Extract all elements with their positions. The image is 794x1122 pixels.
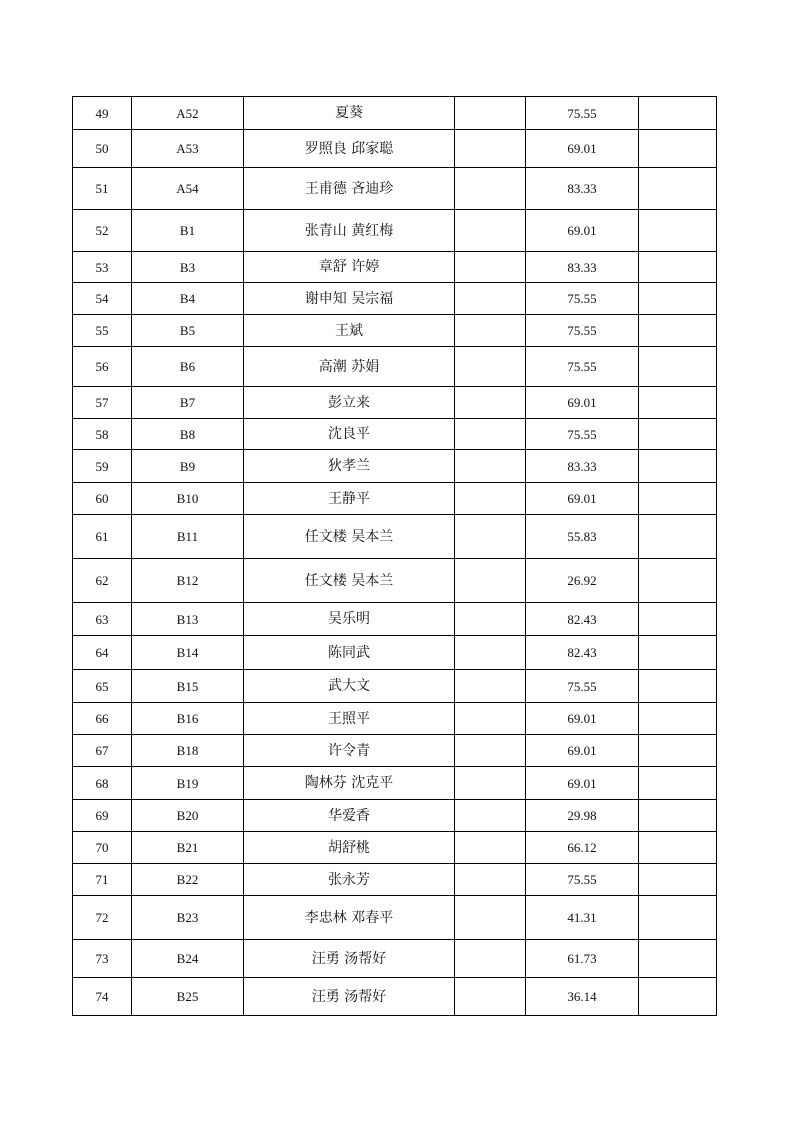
row-blank-cell xyxy=(455,603,526,636)
row-blank-cell xyxy=(455,703,526,735)
row-code-cell: B19 xyxy=(132,767,244,800)
table-row xyxy=(73,670,717,703)
row-blank-cell xyxy=(455,559,526,603)
row-remark-cell xyxy=(639,735,717,767)
row-number-cell: 54 xyxy=(73,283,132,315)
row-blank-cell xyxy=(455,832,526,864)
row-number-cell: 49 xyxy=(73,97,132,130)
row-number-cell: 59 xyxy=(73,450,132,483)
row-blank-cell xyxy=(455,210,526,252)
row-code-cell: B10 xyxy=(132,483,244,515)
row-code-cell: B20 xyxy=(132,800,244,832)
row-name-cell: 罗照良 邱家聪 xyxy=(244,130,455,168)
row-code-cell: B24 xyxy=(132,940,244,978)
row-number-cell: 53 xyxy=(73,252,132,283)
row-name-cell: 王甫德 吝迪珍 xyxy=(244,168,455,210)
table-row xyxy=(73,97,717,130)
row-number-cell: 65 xyxy=(73,670,132,703)
row-score-cell: 69.01 xyxy=(526,483,639,515)
row-number-cell: 68 xyxy=(73,767,132,800)
row-remark-cell xyxy=(639,97,717,130)
row-number-cell: 74 xyxy=(73,978,132,1016)
row-number-cell: 67 xyxy=(73,735,132,767)
row-code-cell: B23 xyxy=(132,896,244,940)
row-blank-cell xyxy=(455,670,526,703)
row-remark-cell xyxy=(639,168,717,210)
table-row xyxy=(73,735,717,767)
row-score-cell: 69.01 xyxy=(526,130,639,168)
row-name-cell: 章舒 许婷 xyxy=(244,252,455,283)
row-blank-cell xyxy=(455,483,526,515)
row-remark-cell xyxy=(639,515,717,559)
table-row xyxy=(73,515,717,559)
row-name-cell: 任文楼 吴本兰 xyxy=(244,515,455,559)
row-number-cell: 64 xyxy=(73,636,132,670)
row-code-cell: B6 xyxy=(132,347,244,387)
table-row xyxy=(73,419,717,450)
row-remark-cell xyxy=(639,559,717,603)
row-score-cell: 83.33 xyxy=(526,168,639,210)
row-score-cell: 83.33 xyxy=(526,450,639,483)
row-code-cell: B9 xyxy=(132,450,244,483)
row-number-cell: 60 xyxy=(73,483,132,515)
row-score-cell: 41.31 xyxy=(526,896,639,940)
table-row xyxy=(73,896,717,940)
row-name-cell: 汪勇 汤帮好 xyxy=(244,940,455,978)
row-code-cell: B1 xyxy=(132,210,244,252)
row-name-cell: 许令青 xyxy=(244,735,455,767)
row-score-cell: 69.01 xyxy=(526,735,639,767)
row-number-cell: 70 xyxy=(73,832,132,864)
row-remark-cell xyxy=(639,387,717,419)
row-number-cell: 50 xyxy=(73,130,132,168)
row-score-cell: 82.43 xyxy=(526,636,639,670)
row-blank-cell xyxy=(455,97,526,130)
row-score-cell: 83.33 xyxy=(526,252,639,283)
row-code-cell: B3 xyxy=(132,252,244,283)
row-blank-cell xyxy=(455,168,526,210)
row-name-cell: 吴乐明 xyxy=(244,603,455,636)
row-remark-cell xyxy=(639,978,717,1016)
row-blank-cell xyxy=(455,252,526,283)
table-row xyxy=(73,450,717,483)
row-score-cell: 75.55 xyxy=(526,97,639,130)
row-name-cell: 胡舒桃 xyxy=(244,832,455,864)
row-name-cell: 张青山 黄红梅 xyxy=(244,210,455,252)
row-number-cell: 61 xyxy=(73,515,132,559)
row-remark-cell xyxy=(639,703,717,735)
table-row xyxy=(73,130,717,168)
table-row xyxy=(73,703,717,735)
table-row xyxy=(73,347,717,387)
row-score-cell: 69.01 xyxy=(526,767,639,800)
row-score-cell: 29.98 xyxy=(526,800,639,832)
row-code-cell: B5 xyxy=(132,315,244,347)
row-score-cell: 75.55 xyxy=(526,283,639,315)
row-number-cell: 72 xyxy=(73,896,132,940)
row-remark-cell xyxy=(639,450,717,483)
row-blank-cell xyxy=(455,515,526,559)
row-score-cell: 69.01 xyxy=(526,210,639,252)
row-blank-cell xyxy=(455,315,526,347)
row-score-cell: 55.83 xyxy=(526,515,639,559)
row-number-cell: 66 xyxy=(73,703,132,735)
row-name-cell: 高潮 苏娟 xyxy=(244,347,455,387)
table-row xyxy=(73,483,717,515)
row-blank-cell xyxy=(455,283,526,315)
row-blank-cell xyxy=(455,767,526,800)
row-remark-cell xyxy=(639,210,717,252)
table-row xyxy=(73,252,717,283)
row-blank-cell xyxy=(455,347,526,387)
row-name-cell: 陶林芬 沈克平 xyxy=(244,767,455,800)
row-name-cell: 张永芳 xyxy=(244,864,455,896)
row-blank-cell xyxy=(455,387,526,419)
row-number-cell: 51 xyxy=(73,168,132,210)
row-remark-cell xyxy=(639,832,717,864)
row-remark-cell xyxy=(639,419,717,450)
row-remark-cell xyxy=(639,315,717,347)
row-score-cell: 69.01 xyxy=(526,387,639,419)
row-blank-cell xyxy=(455,864,526,896)
row-blank-cell xyxy=(455,978,526,1016)
table-row xyxy=(73,636,717,670)
row-code-cell: B18 xyxy=(132,735,244,767)
row-remark-cell xyxy=(639,800,717,832)
table-row xyxy=(73,800,717,832)
row-remark-cell xyxy=(639,670,717,703)
row-name-cell: 王斌 xyxy=(244,315,455,347)
row-code-cell: B21 xyxy=(132,832,244,864)
table-row xyxy=(73,832,717,864)
row-blank-cell xyxy=(455,735,526,767)
table-row xyxy=(73,603,717,636)
row-number-cell: 52 xyxy=(73,210,132,252)
table-row xyxy=(73,315,717,347)
row-name-cell: 任文楼 吴本兰 xyxy=(244,559,455,603)
row-blank-cell xyxy=(455,896,526,940)
row-number-cell: 56 xyxy=(73,347,132,387)
row-score-cell: 61.73 xyxy=(526,940,639,978)
row-score-cell: 75.55 xyxy=(526,670,639,703)
row-remark-cell xyxy=(639,252,717,283)
row-name-cell: 谢申知 吴宗福 xyxy=(244,283,455,315)
row-name-cell: 华爱香 xyxy=(244,800,455,832)
row-code-cell: A52 xyxy=(132,97,244,130)
table-row xyxy=(73,210,717,252)
row-score-cell: 69.01 xyxy=(526,703,639,735)
row-number-cell: 58 xyxy=(73,419,132,450)
row-number-cell: 63 xyxy=(73,603,132,636)
row-code-cell: B8 xyxy=(132,419,244,450)
row-number-cell: 71 xyxy=(73,864,132,896)
row-score-cell: 36.14 xyxy=(526,978,639,1016)
records-table xyxy=(72,96,717,1016)
row-number-cell: 62 xyxy=(73,559,132,603)
row-remark-cell xyxy=(639,767,717,800)
row-score-cell: 75.55 xyxy=(526,864,639,896)
row-remark-cell xyxy=(639,130,717,168)
row-name-cell: 狄孝兰 xyxy=(244,450,455,483)
row-score-cell: 26.92 xyxy=(526,559,639,603)
row-code-cell: B12 xyxy=(132,559,244,603)
row-blank-cell xyxy=(455,636,526,670)
table-row xyxy=(73,168,717,210)
row-blank-cell xyxy=(455,130,526,168)
row-code-cell: B4 xyxy=(132,283,244,315)
row-blank-cell xyxy=(455,800,526,832)
row-code-cell: B11 xyxy=(132,515,244,559)
row-remark-cell xyxy=(639,636,717,670)
row-name-cell: 沈良平 xyxy=(244,419,455,450)
table-row xyxy=(73,978,717,1016)
row-number-cell: 55 xyxy=(73,315,132,347)
row-name-cell: 彭立来 xyxy=(244,387,455,419)
row-code-cell: A53 xyxy=(132,130,244,168)
row-code-cell: B14 xyxy=(132,636,244,670)
row-blank-cell xyxy=(455,450,526,483)
row-remark-cell xyxy=(639,864,717,896)
row-remark-cell xyxy=(639,896,717,940)
row-code-cell: B16 xyxy=(132,703,244,735)
row-number-cell: 73 xyxy=(73,940,132,978)
row-code-cell: B15 xyxy=(132,670,244,703)
row-score-cell: 75.55 xyxy=(526,347,639,387)
row-name-cell: 李忠林 邓春平 xyxy=(244,896,455,940)
records-table-body xyxy=(73,97,717,1016)
row-remark-cell xyxy=(639,603,717,636)
table-row xyxy=(73,767,717,800)
table-row xyxy=(73,559,717,603)
row-blank-cell xyxy=(455,940,526,978)
row-score-cell: 82.43 xyxy=(526,603,639,636)
table-row xyxy=(73,864,717,896)
row-remark-cell xyxy=(639,483,717,515)
table-row xyxy=(73,387,717,419)
row-name-cell: 汪勇 汤帮好 xyxy=(244,978,455,1016)
row-name-cell: 王照平 xyxy=(244,703,455,735)
table-row xyxy=(73,940,717,978)
row-remark-cell xyxy=(639,940,717,978)
row-name-cell: 陈同武 xyxy=(244,636,455,670)
row-name-cell: 夏葵 xyxy=(244,97,455,130)
row-score-cell: 66.12 xyxy=(526,832,639,864)
row-remark-cell xyxy=(639,283,717,315)
row-code-cell: B7 xyxy=(132,387,244,419)
row-remark-cell xyxy=(639,347,717,387)
row-name-cell: 武大文 xyxy=(244,670,455,703)
row-code-cell: B22 xyxy=(132,864,244,896)
row-number-cell: 57 xyxy=(73,387,132,419)
row-score-cell: 75.55 xyxy=(526,315,639,347)
row-number-cell: 69 xyxy=(73,800,132,832)
row-code-cell: B25 xyxy=(132,978,244,1016)
row-score-cell: 75.55 xyxy=(526,419,639,450)
row-name-cell: 王静平 xyxy=(244,483,455,515)
row-blank-cell xyxy=(455,419,526,450)
row-code-cell: B13 xyxy=(132,603,244,636)
row-code-cell: A54 xyxy=(132,168,244,210)
table-row xyxy=(73,283,717,315)
